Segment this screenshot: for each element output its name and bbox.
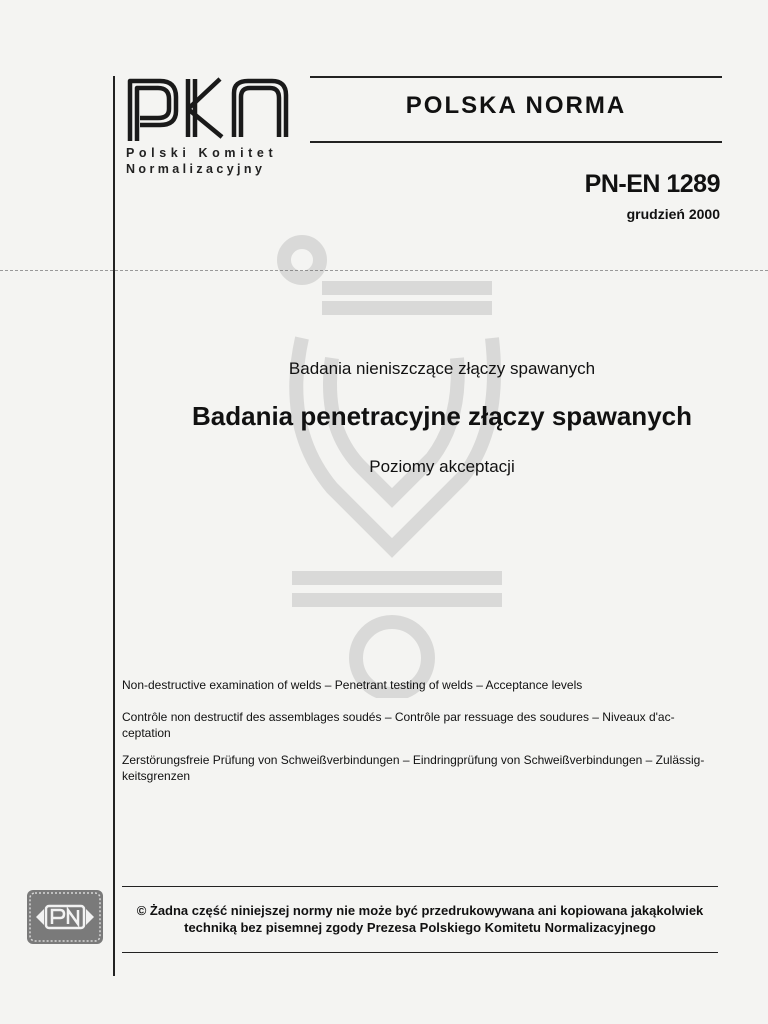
copyright-notice: © Żadna część niniejszej normy nie może być przedrukowywana ani kopiowana jakąkolwiek techniką bez pisemnej zgody Prezesa Polskiego Komitetu Normalizacyjnego [136, 903, 704, 935]
header-top-rule [310, 76, 722, 78]
document-subject: Badania nieniszczące złączy spawanych [288, 359, 596, 378]
series-title: POLSKA NORMA [405, 92, 627, 119]
header-bottom-rule [310, 141, 722, 143]
title-french: Contrôle non destructif des assemblages soudés – Contrôle par ressuage des soudures – Niveaux d'ac-ceptation [122, 710, 675, 740]
logo-subtitle-line1: Polski Komitet [126, 146, 278, 160]
publication-date: grudzień 2000 [626, 206, 720, 222]
pkn-logo [126, 75, 292, 143]
logo-subtitle-line2: Normalizacyjny [126, 162, 266, 176]
standard-number: PN-EN 1289 [584, 170, 720, 198]
title-english: Non-destructive examination of welds – Penetrant testing of welds – Acceptance levels [122, 678, 583, 692]
pn-stamp-logo [26, 889, 104, 945]
document-subtitle: Poziomy akceptacji [369, 457, 515, 476]
footer-bottom-rule [122, 952, 718, 953]
title-german: Zerstörungsfreie Prüfung von Schweißverbindungen – Eindringprüfung von Schweißverbindungen – Zulässig-keitsgrenzen [122, 753, 705, 783]
footer-top-rule [122, 886, 718, 887]
left-vertical-rule [113, 76, 115, 976]
document-title: Badania penetracyjne złączy spawanych [192, 401, 692, 431]
